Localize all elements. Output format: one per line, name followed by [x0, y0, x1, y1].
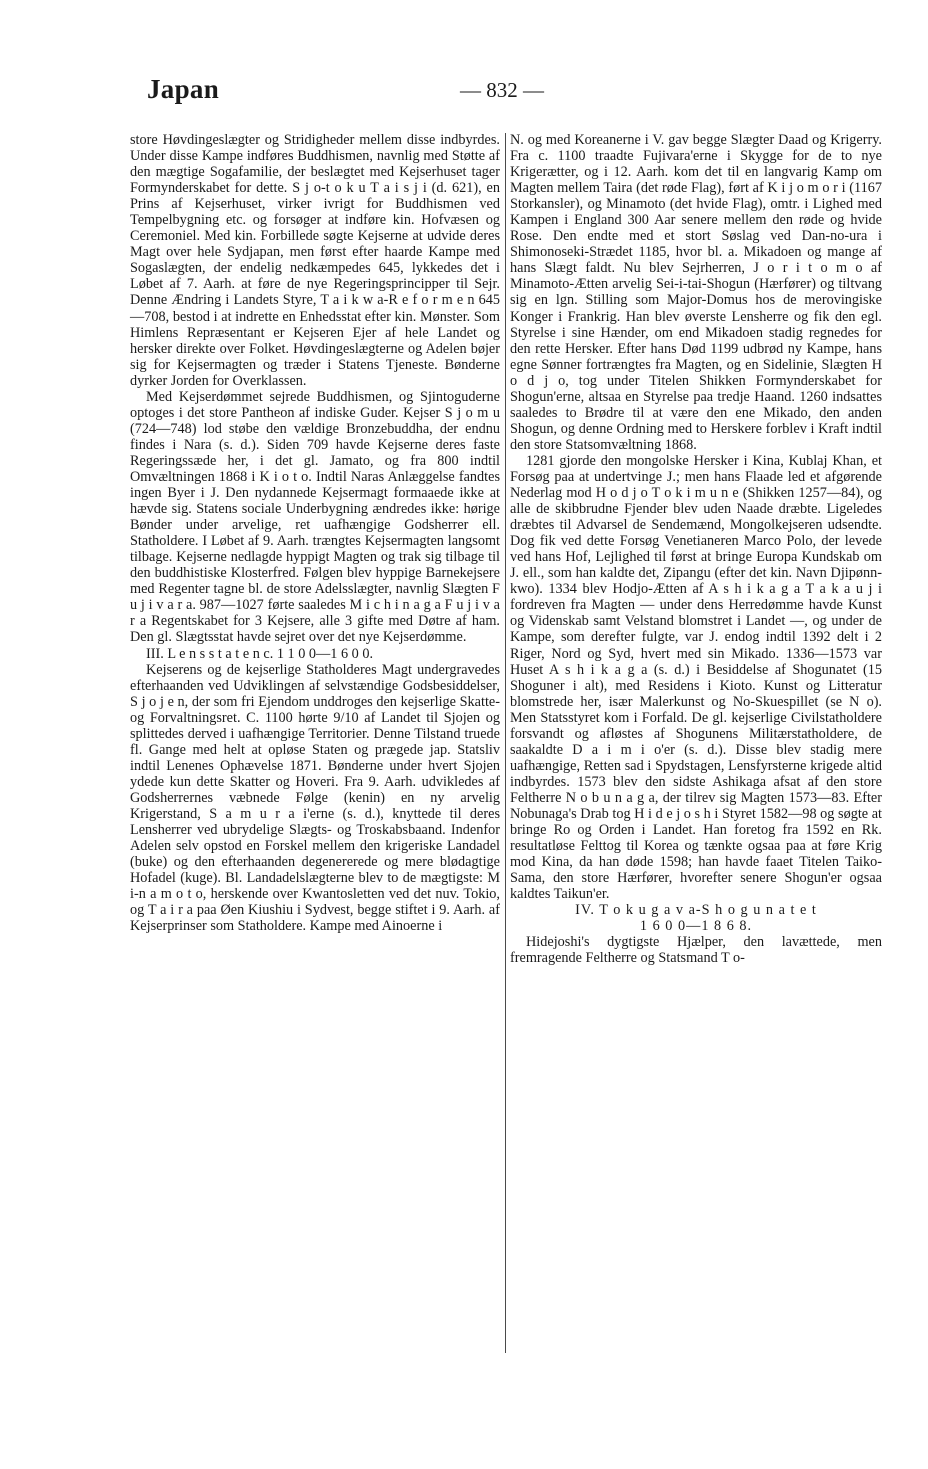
- left-column: [130, 132, 500, 934]
- section-heading: III. L e n s s t a t e n c. 1 1 0 0—1 6 0 0.: [146, 645, 374, 662]
- paragraph: Med Kejserdømmet sejrede Buddhismen, og Sjintoguderne optoges i det store Pantheon af indiske Guder. Kejser S j o m u (724—748) lod støbe den vældige Bronzebuddha, der endnu findes i Nara (s. d.). Siden 709 havde Kejserne deres faste Regeringssæde her, i det gl. Jamato, og fra 800 indtil Omvæltningen 1868 i K i o t o. Indtil Naras Anlæggelse fandtes ingen Byer i J. Den nydannede Kejsermagt formaaede ikke at hævde sig. Statens sociale Underbygning ændredes ikke: hørige Bønder under arvelige, ret uafhængige Godsherrer ell. Statholdere. I Løbet af 9. Aarh. trængtes Kejsermagten langsomt tilbage. Kejserne nedlagde hyppigt Magten og trak sig tilbage til den buddhistiske Klosterfred. Følgen blev hyppige Barnekejsere med Regenter tagne bl. de store Adelsslægter, navnlig Slægten F u j i v a r a. 987—1027 førte saaledes M i c h i n a g a F u j i v a r a Regentskabet for 3 Kejsere, alle 3 gifte med Døtre af ham. Den gl. Slægtsstat havde sejret over det nye Kejserdømme.: [130, 388, 500, 646]
- page-number: — 832 —: [460, 78, 544, 102]
- section-heading: IV. T o k u g a v a-S h o g u n a t e t: [575, 902, 817, 919]
- paragraph: 1281 gjorde den mongolske Hersker i Kina, Kublaj Khan, et Forsøg paa at undertvinge J.; men hans Flaade led et afgørende Nederlag mod H o d j o T o k i m u n e (Shikken 1257—84), og alle de skibbrudne Fjender blev uden Naade dræbte. Ligeledes dræbtes til Advarsel de Sendemænd, Mongolkejseren udsendte. Dog fik ved dette Forsøg Venetianeren Marco Polo, der levede ved hans Hof, Lejlighed til først at bringe Europa Kundskab om J. ell., som han kaldte det, Zipangu (efter det kin. Navn Djipønn-kwo). 1334 blev Hodjo-Ætten af A s h i k a g a T a k a u j i fordreven fra Magten — under dens Herredømme havde Kunst og Videnskab samt Velstand blomstret i Landet —, og under de Kampe, som derefter fulgte, var J. endog indtil 1392 delt i 2 Riger, Nord og Syd, hvert med sin Mikado. 1336—1573 var Huset A s h i k a g a (s. d.) i Besiddelse af Shogunatet (15 Shoguner i alt), med Residens i Kioto. Kunst og Litteratur blomstrede her, især Malerkunst og No-Skuespillet (se N o). Men Statsstyret kom i Forfald. De gl. kejserlige Civilstatholdere forsvandt og afløstes af Shogunens Militærstatholdere, de saakaldte D a i m i o'er (s. d.). Disse blev stadig mere uafhængige, Retten sad i Spydstagen, Lensfyrsterne krigede altid indbyrdes. 1573 blev den sidste Ashikaga afsat af den store Feltherre N o b u n a g a, der tilrev sig Magten 1573—83. Efter Nobunaga's Drab tog H i d e j o s h i Styret 1582—98 og søgte at bringe Ro og Orden i Landet. Han foretog fra 1592 en Rk. resultatløse Felttog til Korea og tænkte ogsaa paa at føre Krig mod Kina, da han døde 1598; han havde faaet Titelen Taiko-Sama, den store Hærfører, hvorefter senere Shogun'er ogsaa kaldtes Taikun'er.: [510, 452, 882, 903]
- paragraph: Kejserens og de kejserlige Statholderes Magt undergravedes efterhaanden ved Udviklingen af selvstændige Godsbesiddelser, S j o j e n, der som fri Ejendom unddroges den kejserlige Skatte- og Forvaltningsret. C. 1100 hørte 9/10 af Landet til Sjojen og splittedes derved i uafhængige Territorier. Denne Tilstand truede fl. Gange med helt at opløse Staten og prægede jap. Statsliv indtil Lenenes Ophævelse 1871. Bønderne under hvert Sjojen ydede kun dette Skatter og Hoveri. Fra 9. Aarh. udvikledes af Godsherrernes væbnede Følge (kenin) en ny arvelig Krigerstand, S a m u r a i'erne (s. d.), knyttede til deres Lensherrer ved ubrydelige Slægts- og Troskabsbaand. Indenfor Adelen selv opstod en Forskel mellem den krigeriske Landadel (buke) og den efterhaanden degenererede og mere blødagtige Hofadel (kuge). Bl. Landadelslægterne blev to de mægtigste: M i-n a m o t o, herskende over Kwantosletten ved det nuv. Tokio, og T a i r a paa Øen Kiushiu i Sydvest, begge stiftet i 9. Aarh. af Kejserprinser som Statholdere. Kampe med Ainoerne i: [130, 661, 500, 935]
- paragraph: Hidejoshi's dygtigste Hjælper, den lavættede, men fremragende Feltherre og Statsmand T o-: [510, 934, 882, 967]
- paragraph: N. og med Koreanerne i V. gav begge Slægter Daad og Krigerry. Fra c. 1100 traadte Fujivara'erne i Skygge for de to nye Krigerætter, og i 12. Aarh. kom det til en langvarig Kamp om Magten mellem Taira (det røde Flag), ført af K i j o m o r i (1167 Storkansler), og Minamoto (det hvide Flag), omtr. i Lighed med Kampen i England 300 Aar senere mellem den røde og hvide Rose. Den endte med et stort Søslag ved Dan-no-ura i Shimonoseki-Strædet 1185, hvor bl. a. Mikadoen og mange af hans Slægt faldt. Nu blev Sejrherren, J o r i t o m o af Minamoto-Ætten arvelig Sei-i-tai-Shogun (Hærfører) og tiltvang sig en lgn. Stilling som Major-Domus hos de merovingiske Konger i Frankrig. Han blev øverste Lensherre og fik den egl. Styrelse i sine Hænder, om end Mikadoen stadig regnedes for den rette Hersker. Efter hans Død 1199 udbrød ny Kampe, hans egne Sønner fortrængtes fra Magten, og en Sidelinie, Slægten H o d j o, tog under Titelen Shikken Formynderskabet for Shogun'erne, altsaa en Styrelse paa tredje Haand. 1260 indsattes saaledes to Brødre til at være den ene Mikado, den anden Shogun, og denne Ordning med to Herskere forblev i Kraft indtil den store Statsomvæltning 1868.: [510, 132, 882, 453]
- paragraph: store Høvdingeslægter og Stridigheder mellem disse indbyrdes. Under disse Kampe indføres Buddhismen, navnlig med Støtte af den mægtige Sogafamilie, der beslægtet med Kejserhuset tager Formynderskabet for dette. S j o-t o k u T a i s j i (d. 621), en Prins af Kejserhuset, virker ivrigt for Buddhismen ved Tempelbygning etc. og forsøger at indføre kin. Hofvæsen og Ceremoniel. Med kin. Forbillede søgte Kejserne at udvide deres Magt over hele Sydjapan, men først efter haarde Kampe med Sogaslægten, der endelig nedkæmpedes 645, lykkedes det i Løbet af 7. Aarh. at føre de nye Regeringsprincipper til Sejr. Denne Ændring i Landets Styre, T a i k w a-R e f o r m e n 645—708, bestod i at indrette en Enhedsstat efter kin. Mønster. Som Himlens Repræsentant er Kejseren Ejer af hele Landet og hersker direkte over Folket. Høvdingeslægterne og Adelen bøjer sig for Kejsermagten og træder i Statens Tjeneste. Bønderne dyrker Jorden for Overklassen.: [130, 132, 500, 389]
- section-heading-years: 1 6 0 0—1 8 6 8.: [639, 918, 753, 935]
- right-column: [510, 132, 882, 966]
- page-title: Japan: [147, 74, 220, 104]
- column-divider: [505, 133, 506, 1353]
